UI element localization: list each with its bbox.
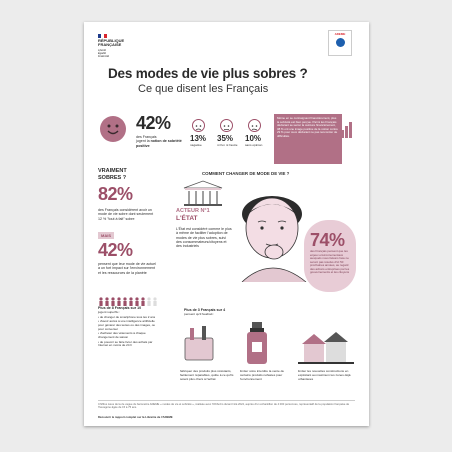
page-subtitle: Ce que disent les Français	[138, 83, 269, 95]
ademe-globe-icon	[336, 38, 345, 47]
sober-pct: 82%	[98, 184, 133, 204]
no-opinion-label: sans opinion	[245, 143, 263, 147]
list-item: • d'avoir accès à une intelligence artificielle pour générer des textes ou des images, ou pour converser	[98, 319, 156, 331]
list-item: • de pouvoir se faire livrer des achats par Internet en moins de 24 h	[98, 339, 153, 348]
ademe-label: ADEME	[334, 32, 346, 36]
neutral-face-icon	[220, 119, 233, 132]
superfluous-sub: jugent superflu :	[98, 310, 121, 314]
action-limit-construction: limiter les nouvelles constructions en exploitant au maximum les zones déjà urbanisées	[298, 369, 351, 381]
republic-logo	[98, 34, 124, 58]
republic-name: RÉPUBLIQUE FRANÇAISE	[98, 38, 125, 48]
impact-pct: 42%	[98, 240, 133, 260]
neutral-pct: 35%	[217, 134, 234, 143]
action-repairable: fabriquer des produits plus résistants, facilement réparables, quitte à ce qu'ils soient plus chers à l'achat	[180, 369, 234, 381]
houses-icon	[298, 324, 354, 366]
actor-title: ACTEUR N°1	[176, 208, 210, 214]
footer-text: Chiffres issus de la 2e vague du baromètre ADEME « modes de vie et sobriété », réalisée avec l'ObSoCo durant l'été 2024, auprès d'un échantillon de 4 000 personnes, représentatif de la population française de l'hexagone âgée de 15 à 75 ans.	[98, 403, 350, 410]
stat-74-pct: 74%	[310, 230, 345, 250]
unsure-face-icon	[248, 119, 261, 132]
impact-text: pensent que leur mode de vie actuel a un fort impact sur l'environnement et les ressources de la planète	[98, 262, 156, 275]
mais-badge: MAIS	[98, 232, 114, 239]
three-quarters-heading: Plus de 3 Français sur 4	[184, 308, 226, 312]
positive-pct: 42%	[136, 113, 171, 133]
financial-callout: Même en se contraignant financièrement, plus la sobriété est bien perçue. Parmi les Français déclarant se serrer la ceinture financièrement, 38 % ont une image positive de la notion contre 29 % pour ceux déclarant ne pas rencontrer de difficultés.	[274, 114, 342, 164]
negative-pct: 13%	[190, 134, 207, 143]
no-opinion-pct: 10%	[245, 134, 262, 143]
neutral-label: ni l'un ni l'autre	[217, 143, 238, 147]
positive-text: des Français jugent la notion de sobriété positive	[136, 135, 182, 148]
list-item: • de changer de smartphone tous les 2 ans	[98, 315, 156, 319]
thinking-person-illustration	[222, 182, 312, 282]
actor-text: L'État est considéré comme le plus à même de faciliter l'adoption de modes de vie plus sobres, suivi des consommateurs/citoyens et des industriels	[176, 227, 232, 249]
superfluous-heading: Plus de 8 Français sur 10	[98, 306, 142, 310]
smile-face-icon	[100, 116, 126, 142]
three-quarters-sub: pensent qu'il faudrait :	[184, 312, 215, 316]
list-item: • d'acheter des vêtements à chaque changement de saison	[98, 331, 146, 340]
sad-face-icon	[192, 119, 205, 132]
bar-chart-icon	[340, 120, 354, 138]
superfluous-list	[98, 316, 156, 349]
sober-text: des Français considèrent avoir un mode de vie sobre dont seulement 12 % "tout à fait" sobre	[98, 208, 154, 221]
left-heading: VRAIMENT SOBRES ?	[98, 168, 127, 181]
ademe-logo	[328, 30, 352, 56]
repair-tools-icon	[182, 320, 216, 366]
action-ban-products: limiter votre interdire la vente de certains produits néfastes pour l'environnement	[240, 369, 285, 381]
page-title: Des modes de vie plus sobres ?	[108, 66, 308, 81]
republic-motto: Liberté Égalité Fraternité	[98, 48, 110, 58]
footer-link[interactable]: Découvrir le rapport complet sur la Librairie de l'ADEME	[98, 415, 173, 419]
section-question: COMMENT CHANGER DE MODE DE VIE ?	[202, 171, 290, 176]
spray-bottle-icon	[240, 320, 274, 366]
footer-divider	[98, 400, 355, 401]
stat-74-text: des Français pensent que les enjeux environnementaux auxquels nous faisons face ne seront pas résolus d'ici 50 prochaines années, au regard des actions entreprises par les gouvernements et les citoyens	[310, 249, 350, 274]
poster	[84, 22, 369, 426]
government-building-icon	[182, 180, 224, 208]
actor-subtitle: L'ÉTAT	[176, 215, 198, 222]
negative-label: négative	[190, 143, 202, 147]
